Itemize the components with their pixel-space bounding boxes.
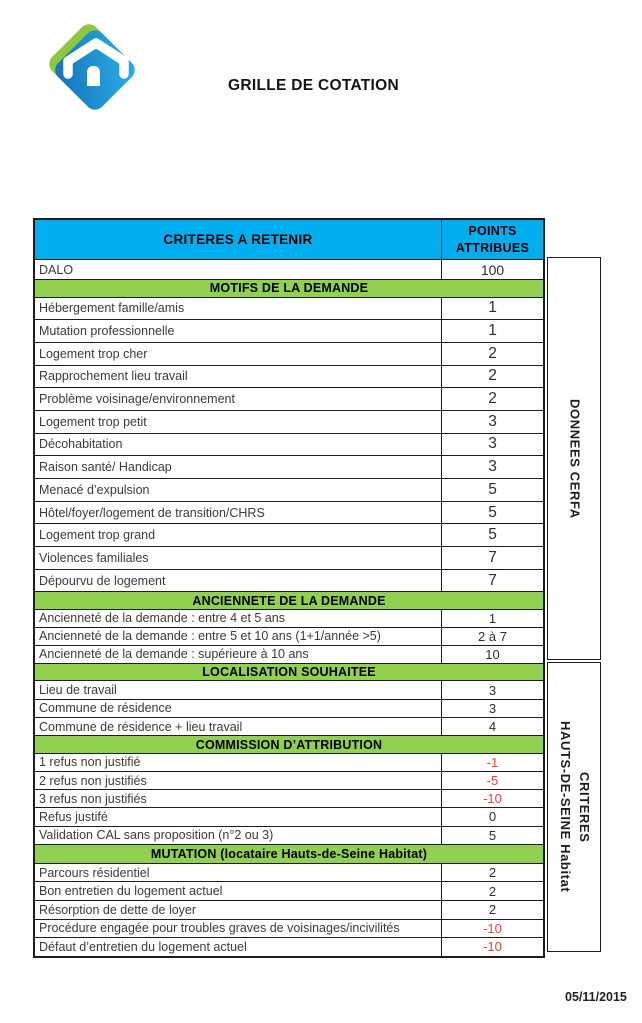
table-row [35, 478, 543, 501]
criteria-cell: Commune de résidence + lieu travail [35, 718, 442, 735]
table-row [35, 609, 543, 627]
criteria-cell: DALO [35, 260, 442, 279]
table-row [35, 699, 543, 717]
points-cell: 1 [488, 299, 497, 317]
points-cell: 5 [488, 503, 497, 521]
criteria-cell: Ancienneté de la demande : supérieure à 10 ans [35, 646, 442, 663]
points-cell: 1 [488, 322, 497, 340]
table-row [35, 826, 543, 844]
criteres-hdsh-label [555, 721, 593, 892]
criteria-cell: Ancienneté de la demande : entre 5 et 10 ans (1+1/année >5) [35, 628, 442, 645]
criteria-cell: 3 refus non justifiés [35, 790, 442, 807]
criteria-cell: Raison santé/ Handicap [35, 456, 442, 478]
table-row [35, 863, 543, 882]
table-row [35, 680, 543, 698]
points-cell: 7 [488, 571, 497, 589]
points-cell: 3 [488, 700, 497, 716]
criteria-cell: Hébergement famille/amis [35, 298, 442, 320]
points-cell: 4 [488, 719, 497, 735]
section-header-row: COMMISSION D’ATTRIBUTION [35, 735, 543, 753]
section-header-row: ANCIENNETE DE LA DEMANDE [35, 591, 543, 609]
table-row [35, 297, 543, 320]
criteria-cell: Logement trop petit [35, 411, 442, 433]
points-cell: 3 [488, 412, 497, 430]
points-header-line2: ATTRIBUES [455, 240, 530, 255]
points-cell: 1 [488, 610, 497, 626]
logo-graphic [20, 10, 175, 155]
donnees-cerfa-label: DONNEES CERFA [567, 398, 583, 519]
table-row [35, 342, 543, 365]
hauts-de-seine-habitat-logo [20, 10, 175, 155]
table-row [35, 569, 543, 592]
donnees-cerfa-box [547, 257, 601, 660]
criteria-cell: Dépourvu de logement [35, 570, 442, 592]
table-row [35, 717, 543, 735]
table-header-row [35, 220, 543, 259]
table-row [35, 365, 543, 388]
points-cell: 2 [488, 344, 497, 362]
points-cell: 5 [488, 827, 497, 843]
table-row [35, 807, 543, 825]
criteria-cell: Bon entretien du logement actuel [35, 882, 442, 900]
section-header-row: MUTATION (locataire Hauts-de-Seine Habitat) [35, 844, 543, 863]
criteria-cell: Violences familiales [35, 547, 442, 569]
table-row [35, 455, 543, 478]
criteria-cell: Logement trop cher [35, 343, 442, 365]
criteria-cell: Refus justifé [35, 808, 442, 825]
criteria-cell: 2 refus non justifiés [35, 772, 442, 789]
criteres-hdsh-line1: CRITERES [576, 771, 592, 843]
points-cell: -1 [486, 754, 499, 770]
criteria-cell: Résorption de dette de loyer [35, 901, 442, 919]
points-cell: 5 [488, 526, 497, 544]
table-row [35, 645, 543, 663]
points-cell: 100 [480, 261, 505, 278]
criteria-cell: Problème voisinage/environnement [35, 388, 442, 410]
table-row [35, 627, 543, 645]
criteria-cell: Commune de résidence [35, 700, 442, 717]
table-row [35, 771, 543, 789]
criteria-cell: Validation CAL sans proposition (n°2 ou 3) [35, 827, 442, 844]
criteria-cell: Hôtel/foyer/logement de transition/CHRS [35, 502, 442, 524]
criteria-cell: Décohabitation [35, 434, 442, 456]
table-row [35, 501, 543, 524]
points-cell: -10 [483, 920, 502, 936]
section-header-row: MOTIFS DE LA DEMANDE [35, 279, 543, 297]
points-cell: 0 [488, 809, 497, 825]
document-date: 05/11/2015 [565, 990, 627, 1004]
criteria-header-cell: CRITERES A RETENIR [35, 220, 442, 259]
page-title: GRILLE DE COTATION [228, 77, 400, 94]
points-header-cell [442, 220, 543, 259]
criteres-hdsh-line2: HAUTS-DE-SEINE Habitat [558, 721, 573, 893]
table-row [35, 259, 543, 279]
criteria-cell: Logement trop grand [35, 524, 442, 546]
points-cell: 3 [488, 682, 497, 698]
points-cell: -10 [483, 939, 502, 955]
criteria-cell: Parcours résidentiel [35, 864, 442, 882]
criteria-cell: 1 refus non justifié [35, 754, 442, 771]
points-cell: 2 [488, 390, 497, 408]
table-row [35, 319, 543, 342]
criteria-cell: Menacé d’expulsion [35, 479, 442, 501]
points-cell: 3 [488, 458, 497, 476]
table-row [35, 410, 543, 433]
points-cell: 10 [485, 646, 500, 662]
criteria-cell: Procédure engagée pour troubles graves de voisinages/incivilités [35, 920, 442, 938]
rating-table [33, 218, 545, 958]
criteria-cell: Défaut d’entretien du logement actuel [35, 938, 442, 956]
criteria-cell: Ancienneté de la demande : entre 4 et 5 ans [35, 610, 442, 627]
points-cell: 2 [488, 367, 497, 385]
points-cell: 2 [488, 865, 497, 881]
points-cell: -10 [483, 791, 502, 807]
criteria-cell: Rapprochement lieu travail [35, 366, 442, 388]
table-row [35, 546, 543, 569]
table-row [35, 387, 543, 410]
criteria-cell: Lieu de travail [35, 681, 442, 698]
table-row [35, 523, 543, 546]
points-cell: 7 [488, 548, 497, 566]
table-row [35, 900, 543, 919]
points-cell: 2 [488, 902, 497, 918]
table-row [35, 937, 543, 956]
points-cell: 2 [488, 883, 497, 899]
table-row [35, 433, 543, 456]
table-row [35, 881, 543, 900]
points-cell: 2 à 7 [478, 628, 507, 644]
table-row [35, 789, 543, 807]
points-cell: -5 [486, 773, 499, 789]
house-door-icon [87, 66, 100, 86]
table-row [35, 919, 543, 938]
points-header-line1: POINTS [468, 224, 517, 239]
table-row [35, 753, 543, 771]
points-cell: 5 [488, 480, 497, 498]
criteria-cell: Mutation professionnelle [35, 320, 442, 342]
points-cell: 3 [488, 435, 497, 453]
criteres-hdsh-box [547, 662, 601, 952]
section-header-row: LOCALISATION SOUHAITEE [35, 663, 543, 681]
